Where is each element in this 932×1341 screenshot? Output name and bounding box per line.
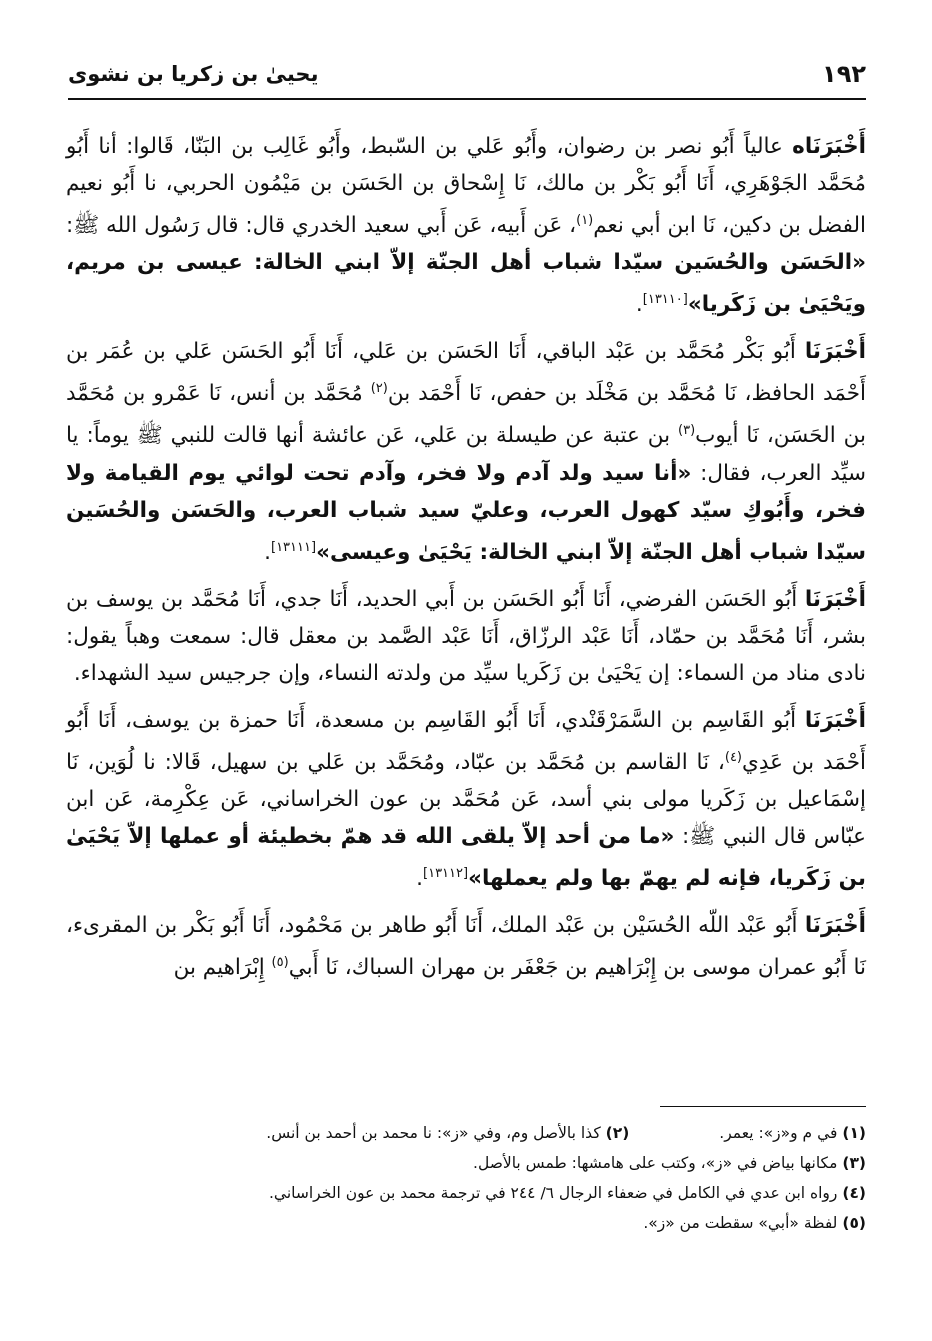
paragraph-text: أَبُو بَكْر مُحَمَّد بن عَبْد الباقي، أَنَا الحَسَن بن عَلي، أَنَا أَبُو الحَسَن عَلي بن عُمَر بن أَحْمَد الحافظ، نَا مُحَمَّد بن مَخْلَد بن حفص، نَا أَحْمَد بن	[66, 339, 866, 407]
hadith-number: [١٣١١١]	[271, 539, 317, 555]
header-rule	[68, 98, 866, 100]
footnote-number: (١)	[842, 1124, 866, 1142]
footnote-ref: (٣)	[678, 423, 696, 439]
footnote-ref: (٥)	[271, 955, 289, 971]
paragraph-text: إِبْرَاهيم بن	[173, 955, 272, 981]
page-number: ١٩٢	[822, 60, 866, 88]
main-text	[66, 128, 866, 996]
footnote-number: (٥)	[842, 1214, 866, 1232]
footnote-item	[266, 1118, 629, 1148]
footnote-text: في م و«ز»: يعمر.	[719, 1124, 838, 1142]
footnote-item	[68, 1208, 866, 1238]
paragraph	[66, 333, 866, 570]
paragraph-lead: أَخْبَرَنَا	[804, 586, 866, 612]
hadith-number: [١٣١١٢]	[423, 865, 469, 881]
paragraph-end: .	[416, 866, 424, 892]
footnote-ref: (٤)	[724, 749, 742, 765]
footnote-row	[68, 1118, 866, 1148]
paragraph-lead: أَخْبَرَنَا	[804, 913, 866, 939]
page-header	[68, 58, 866, 94]
footnotes	[68, 1118, 866, 1238]
footnote-item	[68, 1178, 866, 1208]
footnote-item	[68, 1148, 866, 1178]
footnote-text: مكانها بياض في «ز»، وكتب على هامشها: طمس بالأصل.	[473, 1154, 838, 1172]
paragraph	[66, 907, 866, 986]
paragraph-lead: أَخْبَرَنَاه	[792, 134, 866, 159]
hadith-text: «ما من أحد إلاّ يلقى الله قد همّ بخطيئة أو عملها إلاّ يَحْيَىٰ بن زَكَريا، فإنه لم يهمّ بها ولم يعملها»	[66, 823, 866, 892]
paragraph-text: ، نَا القاسم بن مُحَمَّد بن عبّاد، ومُحَمَّد بن عَلي بن سهيل، قَالا: نا لُوَين، نَا إسْمَاعيل بن زَكَريا مولى بني أسد، عَن مُحَمَّد بن عون الخراساني، عَن عِكْرِمة، عَن ابن عبّاس قال النبي ﷺ:	[66, 749, 866, 849]
footnote-text: لفظة «أبي» سقطت من «ز».	[643, 1214, 838, 1232]
hadith-text: «الحَسَن والحُسَين سيّدا شباب أهل الجنّة إلاّ ابني الخالة: عيسى بن مريم، ويَحْيَىٰ بن زَكَريا»	[66, 250, 866, 318]
footnote-ref: (٢)	[370, 381, 388, 397]
paragraph-lead: أَخْبَرَنَا	[804, 707, 866, 733]
paragraph-lead: أَخْبَرَنَا	[804, 339, 866, 365]
footnote-ref: (١)	[576, 213, 594, 228]
footnote-item	[719, 1118, 866, 1148]
paragraph-text: أَبُو عَبْد اللّه الحُسَيْن بن عَبْد الملك، أَنَا أَبُو طاهر بن مَحْمُود، أَنَا أَبُو بَكْر بن المقرىء، نَا أَبُو عمران موسى بن إِبْرَاهيم بن جَعْفَر بن مهران السباك، نَا أَبي	[66, 913, 866, 981]
paragraph	[66, 581, 866, 692]
hadith-text: «أنا سيد ولد آدم ولا فخر، وآدم تحت لوائي يوم القيامة ولا فخر، وأَبُوكِ سيّد كهول العرب، وعليّ سيد شباب العرب، والحَسَن والحُسَين سيّدا شباب أهل الجنّة إلاّ ابني الخالة: يَحْيَىٰ وعيسى»	[66, 460, 866, 565]
paragraph-text: أَبُو القَاسِم بن السَّمَرْقَنْدي، أَنَا أَبُو القَاسِم بن مسعدة، أَنَا حمزة بن يوسف، أَنَا أَبُو أَحْمَد بن عَدِي	[66, 707, 866, 775]
paragraph-end: .	[264, 539, 271, 565]
footnote-text: رواه ابن عدي في الكامل في ضعفاء الرجال ٦/ ٢٤٤ في ترجمة محمد بن عون الخراساني.	[269, 1184, 838, 1202]
paragraph-text: أَبُو الحَسَن الفرضي، أَنَا أَبُو الحَسَن بن أَبي الحديد، أَنَا جدي، أَنَا مُحَمَّد بن يوسف بن بشر، أَنَا مُحَمَّد بن حمّاد، أَنَا عَبْد الرزّاق، أَنَا عَبْد الصَّمد بن معقل قال: سمعت وهباً يقول: نادى مناد من السماء: إن يَحْيَىٰ بن زَكَريا سيِّد من ولدته النساء، وإن جرجيس سيد الشهداء.	[66, 586, 866, 686]
footnote-number: (٤)	[842, 1184, 866, 1202]
running-title: يحيىٰ بن زكريا بن نشوى	[68, 62, 319, 86]
footnote-number: (٣)	[842, 1154, 866, 1172]
footnote-text: كذا بالأصل وم، وفي «ز»: نا محمد بن أحمد بن أنس.	[266, 1124, 601, 1142]
footnote-rule	[660, 1106, 866, 1107]
paragraph-text: بن عتبة عن طيسلة بن عَلي، عَن عائشة أنها قالت للنبي ﷺ يوماً: يا سيِّد العرب، فقال:	[66, 423, 866, 486]
hadith-number: [١٣١١٠]	[642, 292, 688, 308]
paragraph-end: .	[635, 292, 643, 318]
paragraph	[66, 128, 866, 323]
paragraph-text: ، عَن أَبيه، عَن أَبي سعيد الخدري قال: قال رَسُول الله ﷺ:	[66, 213, 577, 239]
footnote-number: (٢)	[605, 1124, 630, 1142]
paragraph-text: عالياً أَبُو نصر بن رضوان، وأَبُو عَلي بن السّبط، وأَبُو غَالِب بن البَنّا، قَالوا: أنا أَبُو مُحَمَّد الجَوْهَرِي، أَنَا أَبُو بَكْر بن مالك، نَا إِسْحاق بن الحَسَن بن مَيْمُون الحربي، نا أَبُو نعيم الفضل بن دكين، نَا ابن أبي نعم	[66, 134, 866, 239]
paragraph	[66, 702, 866, 897]
paragraph-text: مُحَمَّد بن أنس، نَا عَمْرو بن مُحَمَّد بن الحَسَن، نَا أيوب	[66, 381, 866, 449]
